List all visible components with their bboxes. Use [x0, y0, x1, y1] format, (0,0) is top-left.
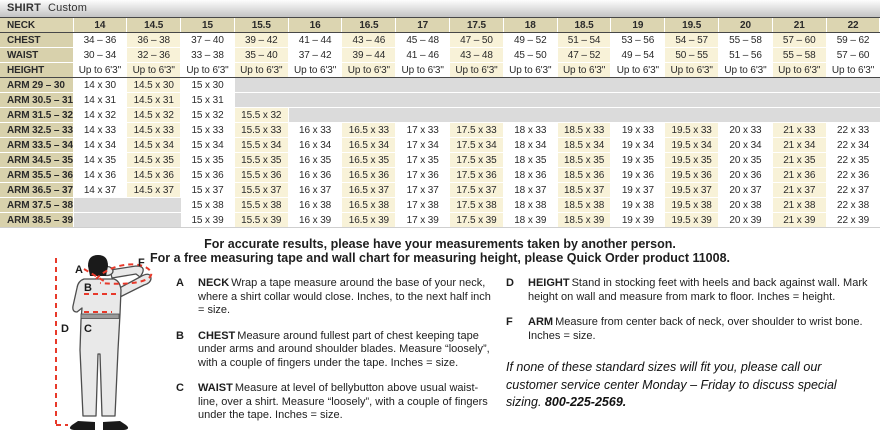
size-cell: 54 – 57 [665, 33, 719, 48]
size-cell [127, 198, 181, 213]
instruction-key-b: B [176, 329, 184, 342]
size-cell: 17 x 33 [396, 123, 450, 138]
size-cell: Up to 6'3" [503, 63, 557, 78]
size-cell [557, 93, 611, 108]
intro-line-2: For a free measuring tape and wall chart for measuring height, please Quick Order product 11008. [149, 250, 731, 265]
neck-size: 22 [826, 18, 880, 33]
size-table [0, 18, 880, 228]
size-cell: 14.5 x 36 [127, 168, 181, 183]
size-cell: 18.5 x 38 [557, 198, 611, 213]
neck-size: 14.5 [127, 18, 181, 33]
row-label: ARM 31.5 – 32 [0, 108, 73, 123]
size-cell: 19 x 33 [611, 123, 665, 138]
figure-label-b: B [84, 282, 92, 294]
size-cell: 47 – 52 [557, 48, 611, 63]
size-cell: Up to 6'3" [450, 63, 504, 78]
size-cell: 17.5 x 38 [450, 198, 504, 213]
size-cell: 21 x 38 [772, 198, 826, 213]
neck-size: 16 [288, 18, 342, 33]
row-label: ARM 30.5 – 31 [0, 93, 73, 108]
size-cell: 41 – 44 [288, 33, 342, 48]
figure-label-d: D [61, 323, 69, 335]
size-cell: 15.5 x 33 [234, 123, 288, 138]
size-cell: 16 x 37 [288, 183, 342, 198]
neck-size: 15.5 [234, 18, 288, 33]
size-cell: 18.5 x 39 [557, 213, 611, 228]
size-cell: 19.5 x 34 [665, 138, 719, 153]
size-cell: 17.5 x 35 [450, 153, 504, 168]
size-cell: Up to 6'3" [557, 63, 611, 78]
size-cell: 22 x 36 [826, 168, 880, 183]
size-cell: 20 x 39 [719, 213, 773, 228]
size-cell: 55 – 58 [719, 33, 773, 48]
size-cell: 19.5 x 35 [665, 153, 719, 168]
figure-svg [28, 254, 170, 440]
size-cell: 22 x 38 [826, 198, 880, 213]
size-cell: 15.5 x 36 [234, 168, 288, 183]
size-cell: 19 x 36 [611, 168, 665, 183]
size-cell: 19.5 x 36 [665, 168, 719, 183]
size-cell: 20 x 35 [719, 153, 773, 168]
size-cell: Up to 6'3" [772, 63, 826, 78]
intro-line-1: For accurate results, please have your measurements taken by another person. [204, 237, 676, 251]
size-cell: 53 – 56 [611, 33, 665, 48]
size-cell: Up to 6'3" [73, 63, 127, 78]
size-cell: 18 x 37 [503, 183, 557, 198]
size-cell: 30 – 34 [73, 48, 127, 63]
figure-label-f: F [138, 257, 145, 269]
size-cell: 16.5 x 35 [342, 153, 396, 168]
row-label: ARM 32.5 – 33 [0, 123, 73, 138]
size-cell: 14 x 32 [73, 108, 127, 123]
size-cell: 16.5 x 38 [342, 198, 396, 213]
size-cell: 14.5 x 37 [127, 183, 181, 198]
neck-size: 16.5 [342, 18, 396, 33]
size-cell: 15 x 34 [181, 138, 235, 153]
size-cell: 37 – 42 [288, 48, 342, 63]
size-cell [611, 78, 665, 93]
instruction-key-f: F [506, 316, 513, 328]
size-cell: 16 x 34 [288, 138, 342, 153]
size-cell: 18.5 x 34 [557, 138, 611, 153]
size-cell: 15.5 x 37 [234, 183, 288, 198]
size-cell [288, 108, 342, 123]
row-label: ARM 29 – 30 [0, 78, 73, 93]
size-cell: 45 – 50 [503, 48, 557, 63]
size-cell: 16.5 x 33 [342, 123, 396, 138]
instruction-text-height: HEIGHT Stand in stocking feet with heels and back against wall. Mark height on wall and measure from mark to floor. Inches = height. [528, 277, 868, 303]
row-label: WAIST [0, 48, 73, 63]
size-cell: Up to 6'3" [826, 63, 880, 78]
size-cell [665, 78, 719, 93]
special-sizing-note: If none of these standard sizes will fit you, please call our customer service center Monday – Friday to discuss special sizing. 800-225-2569. [506, 360, 837, 409]
size-cell: 17 x 38 [396, 198, 450, 213]
size-cell: 19 x 37 [611, 183, 665, 198]
size-cell [342, 108, 396, 123]
size-cell: 15.5 x 32 [234, 108, 288, 123]
size-cell: 19.5 x 33 [665, 123, 719, 138]
size-cell: 17 x 35 [396, 153, 450, 168]
size-cell: 15 x 31 [181, 93, 235, 108]
size-cell [611, 93, 665, 108]
size-cell: 17.5 x 39 [450, 213, 504, 228]
size-cell: 49 – 54 [611, 48, 665, 63]
size-cell [288, 78, 342, 93]
size-cell: 18 x 34 [503, 138, 557, 153]
size-cell: 17 x 34 [396, 138, 450, 153]
size-cell: Up to 6'3" [288, 63, 342, 78]
instruction-height [506, 277, 872, 304]
size-cell [503, 108, 557, 123]
size-cell [288, 93, 342, 108]
size-cell: 19 x 39 [611, 213, 665, 228]
size-cell: 22 x 37 [826, 183, 880, 198]
neck-size: 14 [73, 18, 127, 33]
size-cell: 18 x 38 [503, 198, 557, 213]
instruction-arm [506, 316, 872, 343]
size-cell: 41 – 46 [396, 48, 450, 63]
size-cell: 16 x 38 [288, 198, 342, 213]
size-cell: 14 x 37 [73, 183, 127, 198]
table-title: SHIRT [7, 2, 41, 14]
size-cell: 14.5 x 34 [127, 138, 181, 153]
size-cell: 17 x 36 [396, 168, 450, 183]
size-cell: 16.5 x 34 [342, 138, 396, 153]
size-cell: 21 x 36 [772, 168, 826, 183]
size-cell: 20 x 38 [719, 198, 773, 213]
size-cell: Up to 6'3" [719, 63, 773, 78]
size-cell: 18 x 39 [503, 213, 557, 228]
size-cell: Up to 6'3" [127, 63, 181, 78]
height-dash-line [56, 258, 68, 425]
size-cell: 14 x 35 [73, 153, 127, 168]
size-cell: 39 – 44 [342, 48, 396, 63]
size-cell [234, 78, 288, 93]
size-cell: 17.5 x 34 [450, 138, 504, 153]
size-cell: 55 – 58 [772, 48, 826, 63]
size-cell: 22 x 39 [826, 213, 880, 228]
size-cell: 43 – 46 [342, 33, 396, 48]
size-cell: 39 – 42 [234, 33, 288, 48]
size-cell: 15 x 38 [181, 198, 235, 213]
size-cell: 21 x 35 [772, 153, 826, 168]
instruction-text-waist: WAIST Measure at level of bellybutton above usual waist-line, over a shirt. Measure “loosely”, with a couple of fingers under the tape. Inches = size. [198, 382, 488, 421]
size-cell: 57 – 60 [826, 48, 880, 63]
size-cell: 50 – 55 [665, 48, 719, 63]
size-cell: 14 x 34 [73, 138, 127, 153]
size-cell: 14 x 31 [73, 93, 127, 108]
size-cell: 15.5 x 39 [234, 213, 288, 228]
size-cell: 18 x 33 [503, 123, 557, 138]
instruction-text-chest: CHEST Measure around fullest part of chest keeping tape under arms and around shoulder blades. Measure “loosely”, with a couple of fingers under the tape. Inches = size. [198, 329, 490, 369]
row-label-neck: NECK [0, 18, 73, 33]
size-cell: 19 x 38 [611, 198, 665, 213]
row-label: ARM 37.5 – 38 [0, 198, 73, 213]
size-cell: 16 x 33 [288, 123, 342, 138]
size-cell: 16 x 36 [288, 168, 342, 183]
row-label: ARM 35.5 – 36 [0, 168, 73, 183]
size-cell: 17.5 x 37 [450, 183, 504, 198]
size-cell [665, 108, 719, 123]
size-cell [772, 93, 826, 108]
size-cell [719, 93, 773, 108]
size-cell [719, 108, 773, 123]
size-cell [396, 108, 450, 123]
size-cell [611, 108, 665, 123]
instructions-left-column [176, 277, 498, 435]
size-cell: 15.5 x 34 [234, 138, 288, 153]
size-cell [450, 78, 504, 93]
size-cell: 37 – 40 [181, 33, 235, 48]
size-cell: 18.5 x 33 [557, 123, 611, 138]
size-cell: 20 x 33 [719, 123, 773, 138]
size-cell: 16 x 39 [288, 213, 342, 228]
size-cell: 49 – 52 [503, 33, 557, 48]
size-cell: Up to 6'3" [234, 63, 288, 78]
size-cell: 14 x 33 [73, 123, 127, 138]
neck-size: 17.5 [450, 18, 504, 33]
table-title-bar [0, 0, 880, 18]
size-cell: 19 x 34 [611, 138, 665, 153]
size-cell: 14.5 x 30 [127, 78, 181, 93]
size-cell: 17 x 39 [396, 213, 450, 228]
size-cell: 20 x 34 [719, 138, 773, 153]
size-cell: 15 x 39 [181, 213, 235, 228]
neck-size: 19.5 [665, 18, 719, 33]
size-cell [826, 108, 880, 123]
size-cell: 47 – 50 [450, 33, 504, 48]
size-cell: 15 x 30 [181, 78, 235, 93]
size-cell: 17.5 x 33 [450, 123, 504, 138]
size-cell [557, 108, 611, 123]
neck-size: 21 [772, 18, 826, 33]
size-cell: 51 – 56 [719, 48, 773, 63]
size-cell: 21 x 37 [772, 183, 826, 198]
neck-size: 17 [396, 18, 450, 33]
size-cell: 15.5 x 38 [234, 198, 288, 213]
neck-size: 15 [181, 18, 235, 33]
size-cell: 15 x 32 [181, 108, 235, 123]
size-cell [503, 93, 557, 108]
table-subtitle: Custom [48, 2, 88, 14]
size-cell: 18.5 x 35 [557, 153, 611, 168]
size-cell [450, 93, 504, 108]
size-cell: 32 – 36 [127, 48, 181, 63]
size-cell: 18.5 x 37 [557, 183, 611, 198]
neck-size: 18.5 [557, 18, 611, 33]
size-cell: 21 x 33 [772, 123, 826, 138]
size-cell: Up to 6'3" [342, 63, 396, 78]
size-cell: 14 x 30 [73, 78, 127, 93]
row-label: ARM 34.5 – 35 [0, 153, 73, 168]
size-cell: 22 x 33 [826, 123, 880, 138]
size-cell: Up to 6'3" [611, 63, 665, 78]
size-cell: 15 x 33 [181, 123, 235, 138]
size-cell [127, 213, 181, 228]
size-cell: 15 x 36 [181, 168, 235, 183]
size-cell [665, 93, 719, 108]
instruction-text-neck: NECK Wrap a tape measure around the base of your neck, where a shirt collar would close. Inches, to the next half inch = size. [198, 277, 491, 316]
instruction-key-c: C [176, 382, 184, 394]
size-cell [772, 78, 826, 93]
size-cell: 19.5 x 39 [665, 213, 719, 228]
size-cell [826, 78, 880, 93]
size-cell: 16.5 x 36 [342, 168, 396, 183]
figure-label-a: A [75, 264, 83, 276]
size-cell: 59 – 62 [826, 33, 880, 48]
instruction-waist [176, 382, 498, 423]
size-cell: 18.5 x 36 [557, 168, 611, 183]
row-label: ARM 38.5 – 39 [0, 213, 73, 228]
size-cell [826, 93, 880, 108]
size-cell: 21 x 39 [772, 213, 826, 228]
size-cell: 16 x 35 [288, 153, 342, 168]
size-cell: 22 x 34 [826, 138, 880, 153]
row-label: CHEST [0, 33, 73, 48]
size-cell [234, 93, 288, 108]
size-cell: 51 – 54 [557, 33, 611, 48]
size-cell: 18 x 35 [503, 153, 557, 168]
size-cell: 14.5 x 31 [127, 93, 181, 108]
size-cell [73, 213, 127, 228]
size-cell [772, 108, 826, 123]
size-cell: 16.5 x 37 [342, 183, 396, 198]
instruction-text-arm: ARM Measure from center back of neck, over shoulder to wrist bone. Inches = size. [528, 316, 863, 342]
size-cell: 18 x 36 [503, 168, 557, 183]
size-cell: 43 – 48 [450, 48, 504, 63]
size-cell: 15.5 x 35 [234, 153, 288, 168]
size-cell: 14.5 x 33 [127, 123, 181, 138]
size-cell: 36 – 38 [127, 33, 181, 48]
row-label: ARM 33.5 – 34 [0, 138, 73, 153]
phone-number: 800-225-2569. [544, 395, 627, 409]
instruction-key-a: A [176, 277, 184, 289]
instruction-key-d: D [506, 277, 514, 289]
instruction-chest [176, 330, 498, 371]
instructions-right-column [506, 277, 872, 412]
size-cell [342, 93, 396, 108]
size-cell [503, 78, 557, 93]
size-cell [342, 78, 396, 93]
size-cell: Up to 6'3" [181, 63, 235, 78]
size-cell: 57 – 60 [772, 33, 826, 48]
size-cell: Up to 6'3" [665, 63, 719, 78]
size-cell: 35 – 40 [234, 48, 288, 63]
size-cell: 15 x 37 [181, 183, 235, 198]
size-cell: 19.5 x 37 [665, 183, 719, 198]
figure-label-c: C [84, 323, 92, 335]
size-cell: 34 – 36 [73, 33, 127, 48]
size-cell: 22 x 35 [826, 153, 880, 168]
size-cell: 16.5 x 39 [342, 213, 396, 228]
size-cell: 14.5 x 32 [127, 108, 181, 123]
measurement-figure [28, 254, 170, 440]
instruction-neck [176, 277, 498, 318]
size-cell: Up to 6'3" [396, 63, 450, 78]
size-cell: 20 x 36 [719, 168, 773, 183]
size-cell: 17.5 x 36 [450, 168, 504, 183]
row-label: HEIGHT [0, 63, 73, 78]
neck-size: 18 [503, 18, 557, 33]
size-cell [557, 78, 611, 93]
size-cell: 19.5 x 38 [665, 198, 719, 213]
size-cell [396, 78, 450, 93]
size-cell: 17 x 37 [396, 183, 450, 198]
neck-size: 19 [611, 18, 665, 33]
size-cell: 15 x 35 [181, 153, 235, 168]
size-cell [719, 78, 773, 93]
size-cell: 19 x 35 [611, 153, 665, 168]
size-cell [450, 108, 504, 123]
neck-size: 20 [719, 18, 773, 33]
size-cell: 20 x 37 [719, 183, 773, 198]
size-cell: 33 – 38 [181, 48, 235, 63]
size-cell: 14 x 36 [73, 168, 127, 183]
size-cell: 21 x 34 [772, 138, 826, 153]
size-cell [73, 198, 127, 213]
size-cell: 14.5 x 35 [127, 153, 181, 168]
size-cell: 45 – 48 [396, 33, 450, 48]
belt [81, 314, 119, 319]
size-cell [396, 93, 450, 108]
row-label: ARM 36.5 – 37 [0, 183, 73, 198]
